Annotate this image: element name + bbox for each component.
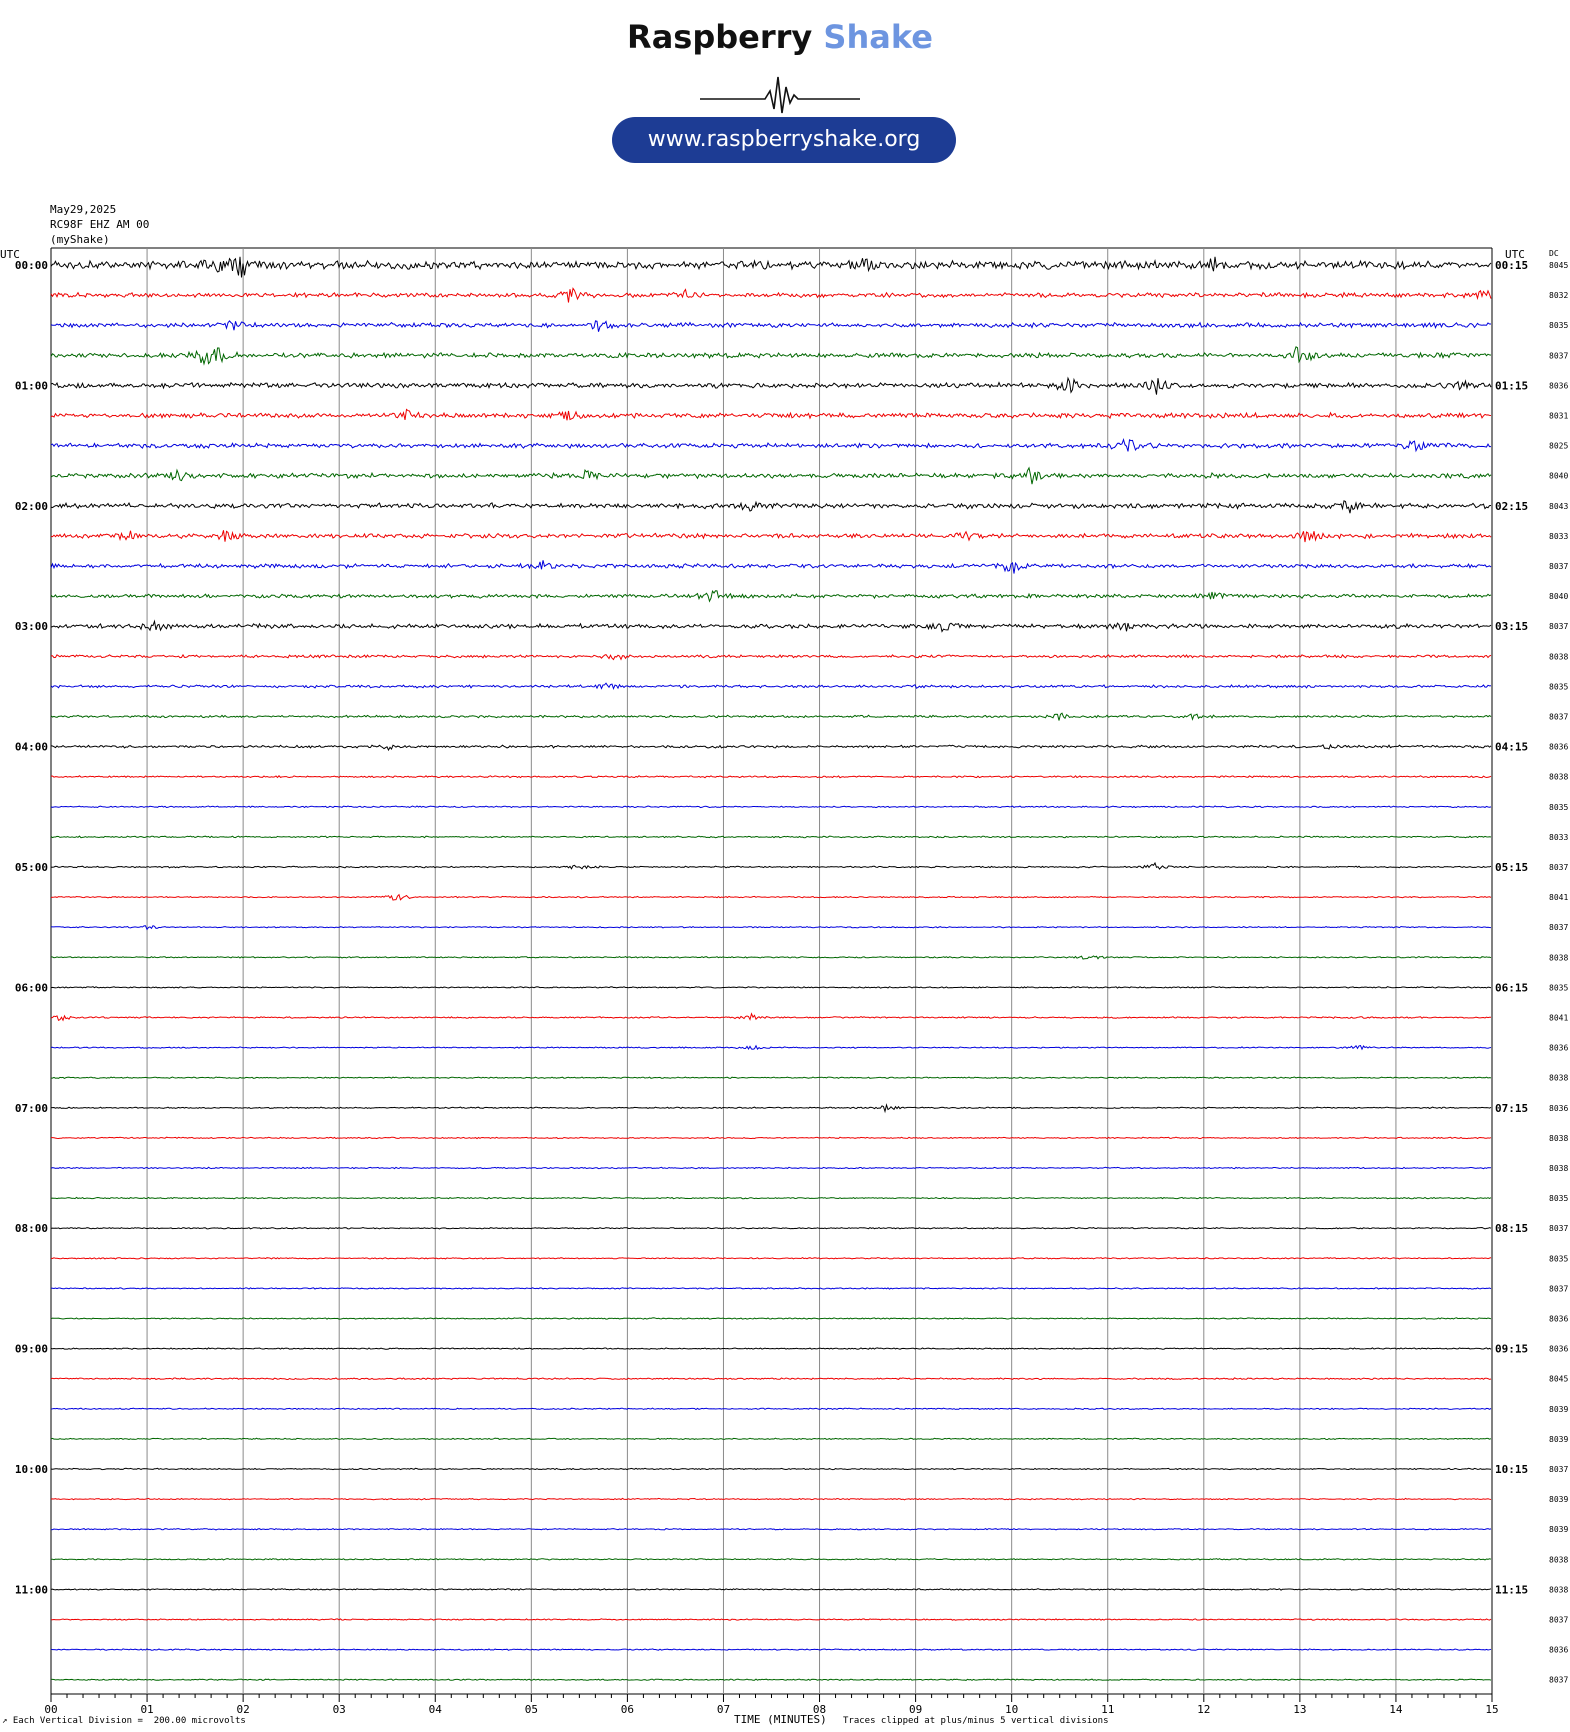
dc-value: 8040 (1549, 592, 1569, 602)
dc-value: 8038 (1549, 953, 1569, 963)
x-tick-label: 09 (908, 1703, 923, 1716)
left-time-label: 10:00 (14, 1463, 48, 1476)
trace-row (51, 321, 1491, 332)
dc-value: 8038 (1549, 652, 1569, 662)
x-tick-label: 11 (1101, 1703, 1115, 1716)
vertical-division-note (2, 1716, 246, 1726)
trace-row (51, 836, 1491, 838)
dc-value: 8037 (1549, 351, 1569, 361)
trace-row (51, 1408, 1491, 1409)
x-tick-label: 13 (1293, 1703, 1307, 1716)
dc-value: 8035 (1549, 1254, 1569, 1264)
trace-row (51, 1468, 1491, 1469)
dc-value: 8037 (1549, 923, 1569, 933)
trace-row (51, 863, 1491, 869)
trace-row (51, 1014, 1491, 1021)
trace-row (51, 1529, 1491, 1530)
left-time-label: 07:00 (14, 1101, 48, 1115)
right-time-label: 10:15 (1495, 1463, 1529, 1476)
trace-row (51, 409, 1491, 420)
right-time-label: 11:15 (1495, 1583, 1529, 1597)
left-time-label: 03:00 (14, 620, 48, 634)
station-code: RC98F EHZ AM 00 (50, 218, 150, 231)
dc-value: 8038 (1549, 1555, 1569, 1565)
dc-value: 8036 (1549, 1103, 1569, 1113)
right-time-label: 06:15 (1495, 981, 1529, 995)
trace-row (51, 956, 1491, 959)
dc-value: 8045 (1549, 261, 1569, 270)
dc-value: 8038 (1549, 1133, 1569, 1143)
trace-row (51, 378, 1491, 394)
dc-value: 8038 (1549, 772, 1569, 782)
dc-value: 8037 (1549, 1615, 1569, 1625)
dc-value: 8039 (1549, 1495, 1569, 1505)
trace-row (51, 257, 1491, 278)
dc-value: 8039 (1549, 1434, 1569, 1444)
trace-row (51, 1197, 1491, 1198)
x-tick-label: 08 (812, 1703, 827, 1716)
dc-value: 8037 (1549, 1465, 1569, 1474)
logo-word-raspberry: Raspberry (627, 18, 813, 56)
trace-row (51, 468, 1491, 484)
dc-value: 8040 (1549, 471, 1569, 481)
trace-row (51, 1077, 1491, 1078)
dc-value: 8025 (1549, 441, 1569, 451)
trace-row (51, 560, 1491, 573)
trace-row (51, 591, 1491, 601)
dc-value: 8043 (1549, 501, 1569, 511)
x-tick-label: 14 (1389, 1703, 1403, 1716)
dc-value: 8036 (1549, 1043, 1569, 1053)
trace-row (51, 987, 1491, 988)
trace-row (51, 683, 1491, 688)
right-time-label: 03:15 (1495, 620, 1529, 634)
dc-value: 8033 (1549, 531, 1569, 541)
logo-word-shake: Shake (823, 18, 933, 56)
trace-row (51, 713, 1491, 720)
dc-value: 8037 (1549, 712, 1569, 722)
footer-left-arrow: ↗ (2, 1716, 13, 1726)
dc-value: 8037 (1549, 863, 1569, 872)
left-time-label: 04:00 (14, 740, 48, 754)
trace-row (51, 530, 1491, 542)
trace-row (51, 347, 1491, 364)
right-time-label: 01:15 (1495, 379, 1529, 393)
x-tick-label: 01 (140, 1703, 154, 1716)
x-tick-label: 12 (1197, 1703, 1211, 1716)
trace-row (51, 1046, 1491, 1050)
x-tick-label: 07 (716, 1703, 731, 1716)
trace-row (51, 621, 1491, 631)
right-time-label: 08:15 (1495, 1222, 1529, 1236)
x-tick-label: 05 (524, 1703, 538, 1716)
right-axis-title: UTC (1505, 248, 1525, 261)
x-tick-label: 10 (1005, 1703, 1019, 1716)
left-time-label: 02:00 (14, 499, 48, 513)
left-time-label: 05:00 (14, 861, 48, 874)
dc-value: 8037 (1549, 1284, 1569, 1294)
right-time-label: 00:15 (1495, 259, 1529, 272)
trace-row (51, 1105, 1491, 1111)
trace-row (51, 745, 1491, 750)
x-tick-label: 15 (1485, 1703, 1499, 1716)
trace-row (51, 655, 1491, 660)
trace-row (51, 926, 1491, 930)
left-time-label: 09:00 (14, 1342, 48, 1356)
dc-value: 8037 (1549, 1224, 1569, 1234)
dc-value: 8045 (1549, 1374, 1569, 1384)
trace-row (51, 1619, 1491, 1620)
trace-row (51, 1288, 1491, 1289)
footer-left-text: Each Vertical Division = 200.00 microvolts (12, 1716, 246, 1726)
trace-row (51, 1137, 1491, 1138)
dc-value: 8035 (1549, 983, 1569, 993)
left-time-label: 00:00 (14, 259, 48, 272)
trace-row (51, 501, 1491, 513)
trace-row (51, 1258, 1491, 1259)
dc-value: 8035 (1549, 1194, 1569, 1204)
x-tick-label: 06 (620, 1703, 635, 1716)
x-tick-label: 00 (44, 1703, 58, 1716)
trace-row (51, 806, 1491, 808)
dc-value: 8038 (1549, 1164, 1569, 1173)
trace-row (51, 1559, 1491, 1560)
dc-value: 8036 (1549, 381, 1569, 391)
trace-row (51, 1589, 1491, 1590)
dc-value: 8037 (1549, 562, 1569, 571)
trace-row (51, 895, 1491, 900)
dc-value: 8039 (1549, 1525, 1569, 1535)
dc-value: 8036 (1549, 1344, 1569, 1354)
dc-value: 8036 (1549, 1645, 1569, 1655)
dc-value: 8039 (1549, 1404, 1569, 1414)
dc-value: 8035 (1549, 682, 1569, 692)
trace-row (51, 776, 1491, 778)
x-tick-label: 04 (428, 1703, 442, 1716)
dc-value: 8036 (1549, 742, 1569, 752)
trace-row (51, 1649, 1491, 1650)
dc-value: 8035 (1549, 802, 1569, 812)
right-time-label: 07:15 (1495, 1101, 1529, 1115)
left-time-label: 06:00 (14, 981, 48, 995)
dc-value: 8035 (1549, 321, 1569, 331)
x-tick-label: 03 (332, 1703, 346, 1716)
trace-row (51, 1498, 1491, 1499)
trace-row (51, 1378, 1491, 1380)
trace-row (51, 1679, 1491, 1680)
dc-value: 8031 (1549, 411, 1569, 421)
trace-row (51, 1438, 1491, 1439)
right-time-label: 02:15 (1495, 499, 1529, 513)
record-date: May29,2025 (50, 203, 117, 216)
dc-title: DC (1549, 249, 1559, 258)
trace-row (51, 1228, 1491, 1229)
logo-url-pill: www.raspberryshake.org (612, 117, 956, 163)
dc-value: 8041 (1549, 1013, 1569, 1023)
data-source: (myShake) (50, 233, 110, 246)
left-time-label: 11:00 (14, 1583, 48, 1597)
x-tick-label: 02 (236, 1703, 250, 1716)
dc-value: 8038 (1549, 1073, 1569, 1083)
trace-row (51, 440, 1491, 452)
left-axis-title: UTC (0, 248, 20, 261)
right-time-label: 05:15 (1495, 861, 1529, 874)
dc-value: 8033 (1549, 832, 1569, 842)
trace-row (51, 1167, 1491, 1168)
trace-row (51, 1318, 1491, 1319)
trace-row (51, 1348, 1491, 1349)
dc-value: 8036 (1549, 1314, 1569, 1324)
dc-value: 8037 (1549, 1675, 1569, 1685)
left-time-label: 01:00 (14, 379, 48, 393)
left-time-label: 08:00 (14, 1222, 48, 1236)
dc-value: 8038 (1549, 1585, 1569, 1595)
dc-value: 8041 (1549, 893, 1569, 903)
dc-value: 8032 (1549, 291, 1569, 301)
right-time-label: 09:15 (1495, 1342, 1529, 1356)
trace-row (51, 288, 1491, 302)
dc-value: 8037 (1549, 622, 1569, 632)
right-time-label: 04:15 (1495, 740, 1529, 754)
clipping-note: Traces clipped at plus/minus 5 vertical divisions (843, 1716, 1109, 1726)
x-axis-title: TIME (MINUTES) (734, 1713, 827, 1726)
